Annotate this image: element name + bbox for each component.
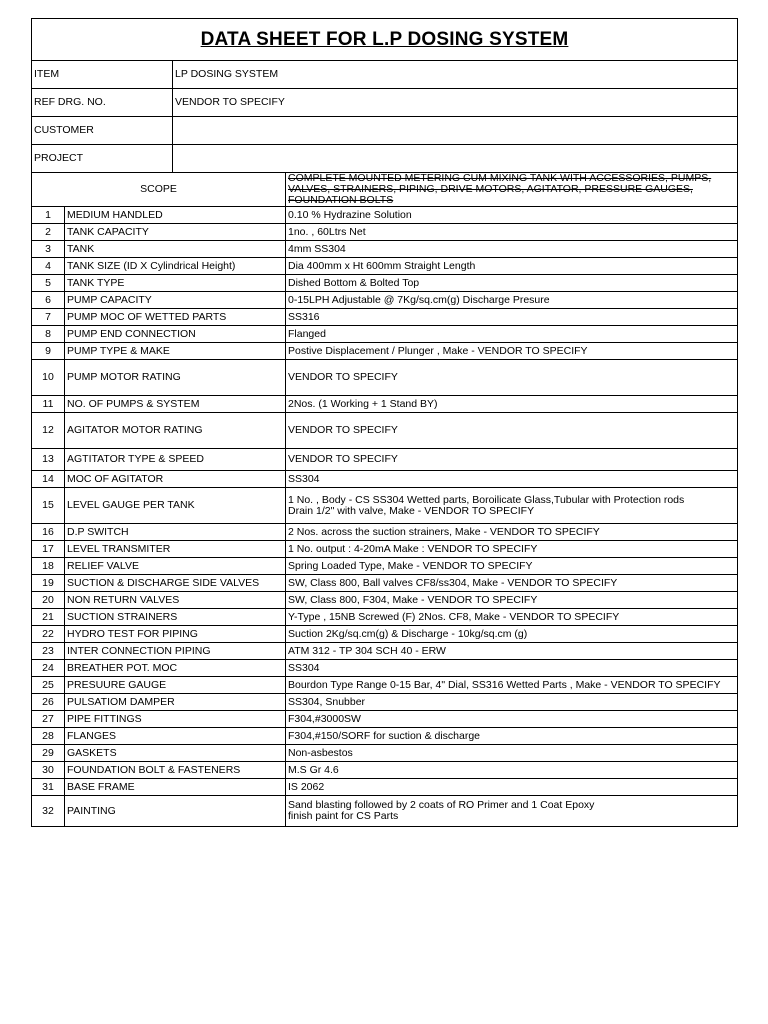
- table-row: [32, 488, 738, 524]
- row-parameter: TANK: [65, 241, 286, 258]
- row-parameter: NON RETURN VALVES: [65, 592, 286, 609]
- row-parameter: INTER CONNECTION PIPING: [65, 643, 286, 660]
- row-value: ATM 312 - TP 304 SCH 40 - ERW: [286, 643, 738, 660]
- table-row: [32, 677, 738, 694]
- row-number: 21: [32, 609, 65, 626]
- row-parameter: PULSATIOM DAMPER: [65, 694, 286, 711]
- row-value: Spring Loaded Type, Make - VENDOR TO SPECIFY: [286, 558, 738, 575]
- table-row: [32, 796, 738, 827]
- table-row: [32, 728, 738, 745]
- row-parameter: FOUNDATION BOLT & FASTENERS: [65, 762, 286, 779]
- row-value: M.S Gr 4.6: [286, 762, 738, 779]
- row-parameter: LEVEL GAUGE PER TANK: [65, 488, 286, 524]
- row-parameter: PIPE FITTINGS: [65, 711, 286, 728]
- row-number: 24: [32, 660, 65, 677]
- row-number: 19: [32, 575, 65, 592]
- row-parameter: TANK SIZE (ID X Cylindrical Height): [65, 258, 286, 275]
- row-number: 4: [32, 258, 65, 275]
- row-number: 20: [32, 592, 65, 609]
- row-value: 0-15LPH Adjustable @ 7Kg/sq.cm(g) Discharge Presure: [286, 292, 738, 309]
- table-row: [32, 524, 738, 541]
- row-parameter: TANK CAPACITY: [65, 224, 286, 241]
- row-value: VENDOR TO SPECIFY: [286, 360, 738, 396]
- table-row: [32, 660, 738, 677]
- row-number: 3: [32, 241, 65, 258]
- table-row: [32, 241, 738, 258]
- header-row: [32, 61, 738, 89]
- row-number: 5: [32, 275, 65, 292]
- row-value: VENDOR TO SPECIFY: [286, 413, 738, 449]
- table-row: [32, 413, 738, 449]
- row-value: IS 2062: [286, 779, 738, 796]
- table-row: [32, 275, 738, 292]
- row-parameter: HYDRO TEST FOR PIPING: [65, 626, 286, 643]
- table-row: [32, 694, 738, 711]
- row-number: 30: [32, 762, 65, 779]
- table-row: [32, 745, 738, 762]
- header-label: REF DRG. NO.: [32, 89, 173, 117]
- table-row: [32, 292, 738, 309]
- row-value: Postive Displacement / Plunger , Make - VENDOR TO SPECIFY: [286, 343, 738, 360]
- row-value: F304,#150/SORF for suction & discharge: [286, 728, 738, 745]
- row-value: 1 No. output : 4-20mA Make : VENDOR TO SPECIFY: [286, 541, 738, 558]
- row-parameter: TANK TYPE: [65, 275, 286, 292]
- scope-row: [32, 173, 738, 207]
- header-value: LP DOSING SYSTEM: [173, 61, 738, 89]
- row-parameter: PRESUURE GAUGE: [65, 677, 286, 694]
- row-number: 11: [32, 396, 65, 413]
- header-value: [173, 117, 738, 145]
- table-row: [32, 224, 738, 241]
- table-row: [32, 396, 738, 413]
- row-parameter: D.P SWITCH: [65, 524, 286, 541]
- scope-label: SCOPE: [32, 173, 286, 207]
- table-row: [32, 343, 738, 360]
- header-row: [32, 117, 738, 145]
- table-row: [32, 471, 738, 488]
- row-parameter: BASE FRAME: [65, 779, 286, 796]
- row-number: 8: [32, 326, 65, 343]
- table-row: [32, 541, 738, 558]
- table-row: [32, 449, 738, 471]
- table-row: [32, 207, 738, 224]
- sheet-title: DATA SHEET FOR L.P DOSING SYSTEM: [32, 19, 738, 61]
- row-number: 7: [32, 309, 65, 326]
- row-value: Dia 400mm x Ht 600mm Straight Length: [286, 258, 738, 275]
- row-value: SS304, Snubber: [286, 694, 738, 711]
- row-parameter: MOC OF AGITATOR: [65, 471, 286, 488]
- table-row: [32, 575, 738, 592]
- row-number: 27: [32, 711, 65, 728]
- row-parameter: MEDIUM HANDLED: [65, 207, 286, 224]
- table-row: [32, 592, 738, 609]
- row-value: Dished Bottom & Bolted Top: [286, 275, 738, 292]
- row-parameter: LEVEL TRANSMITER: [65, 541, 286, 558]
- row-number: 29: [32, 745, 65, 762]
- row-parameter: GASKETS: [65, 745, 286, 762]
- row-value: 1 No. , Body - CS SS304 Wetted parts, Boroilicate Glass,Tubular with Protection rods Drain 1/2" with valve, Make - VENDOR TO SPECIFY: [286, 488, 738, 524]
- table-row: [32, 258, 738, 275]
- header-label: PROJECT: [32, 145, 173, 173]
- row-parameter: PUMP MOC OF WETTED PARTS: [65, 309, 286, 326]
- row-number: 28: [32, 728, 65, 745]
- row-number: 14: [32, 471, 65, 488]
- row-value: 2 Nos. across the suction strainers, Make - VENDOR TO SPECIFY: [286, 524, 738, 541]
- row-value: SW, Class 800, Ball valves CF8/ss304, Make - VENDOR TO SPECIFY: [286, 575, 738, 592]
- row-parameter: PUMP CAPACITY: [65, 292, 286, 309]
- row-number: 26: [32, 694, 65, 711]
- row-value: Y-Type , 15NB Screwed (F) 2Nos. CF8, Make - VENDOR TO SPECIFY: [286, 609, 738, 626]
- row-value: 4mm SS304: [286, 241, 738, 258]
- header-value: VENDOR TO SPECIFY: [173, 89, 738, 117]
- row-value: 1no. , 60Ltrs Net: [286, 224, 738, 241]
- table-row: [32, 643, 738, 660]
- row-value: SW, Class 800, F304, Make - VENDOR TO SPECIFY: [286, 592, 738, 609]
- row-number: 25: [32, 677, 65, 694]
- row-parameter: AGITATOR MOTOR RATING: [65, 413, 286, 449]
- table-row: [32, 609, 738, 626]
- row-value: SS316: [286, 309, 738, 326]
- row-number: 22: [32, 626, 65, 643]
- row-number: 23: [32, 643, 65, 660]
- header-value: [173, 145, 738, 173]
- row-parameter: PAINTING: [65, 796, 286, 827]
- row-number: 10: [32, 360, 65, 396]
- row-parameter: RELIEF VALVE: [65, 558, 286, 575]
- row-value: Non-asbestos: [286, 745, 738, 762]
- row-number: 6: [32, 292, 65, 309]
- row-number: 16: [32, 524, 65, 541]
- table-row: [32, 558, 738, 575]
- row-number: 13: [32, 449, 65, 471]
- header-row: [32, 89, 738, 117]
- data-sheet-table: [31, 18, 738, 827]
- data-sheet: [31, 18, 737, 827]
- row-value: 2Nos. (1 Working + 1 Stand BY): [286, 396, 738, 413]
- row-parameter: PUMP END CONNECTION: [65, 326, 286, 343]
- row-value: F304,#3000SW: [286, 711, 738, 728]
- table-row: [32, 762, 738, 779]
- row-value: VENDOR TO SPECIFY: [286, 449, 738, 471]
- table-row: [32, 711, 738, 728]
- row-parameter: BREATHER POT. MOC: [65, 660, 286, 677]
- row-value: Suction 2Kg/sq.cm(g) & Discharge - 10kg/sq.cm (g): [286, 626, 738, 643]
- row-value: Sand blasting followed by 2 coats of RO Primer and 1 Coat Epoxy finish paint for CS Parts: [286, 796, 738, 827]
- row-parameter: FLANGES: [65, 728, 286, 745]
- table-row: [32, 626, 738, 643]
- row-parameter: NO. OF PUMPS & SYSTEM: [65, 396, 286, 413]
- row-parameter: PUMP MOTOR RATING: [65, 360, 286, 396]
- row-number: 17: [32, 541, 65, 558]
- row-number: 12: [32, 413, 65, 449]
- row-number: 32: [32, 796, 65, 827]
- row-value: SS304: [286, 471, 738, 488]
- table-row: [32, 326, 738, 343]
- table-row: [32, 309, 738, 326]
- header-label: CUSTOMER: [32, 117, 173, 145]
- header-row: [32, 145, 738, 173]
- row-value: SS304: [286, 660, 738, 677]
- row-number: 9: [32, 343, 65, 360]
- row-parameter: SUCTION STRAINERS: [65, 609, 286, 626]
- row-parameter: AGTITATOR TYPE & SPEED: [65, 449, 286, 471]
- row-value: Flanged: [286, 326, 738, 343]
- row-number: 18: [32, 558, 65, 575]
- row-number: 1: [32, 207, 65, 224]
- table-row: [32, 779, 738, 796]
- row-number: 31: [32, 779, 65, 796]
- row-number: 2: [32, 224, 65, 241]
- header-label: ITEM: [32, 61, 173, 89]
- table-row: [32, 360, 738, 396]
- scope-text: COMPLETE MOUNTED METERING CUM MIXING TANK WITH ACCESSORIES, PUMPS, VALVES, STRAINERS, PIPING, DRIVE MOTORS, AGITATOR, PRESSURE GAUGES, FOUNDATION BOLTS: [286, 173, 738, 207]
- row-value: Bourdon Type Range 0-15 Bar, 4" Dial, SS316 Wetted Parts , Make - VENDOR TO SPECIFY: [286, 677, 738, 694]
- row-value: 0.10 % Hydrazine Solution: [286, 207, 738, 224]
- row-parameter: PUMP TYPE & MAKE: [65, 343, 286, 360]
- row-number: 15: [32, 488, 65, 524]
- row-parameter: SUCTION & DISCHARGE SIDE VALVES: [65, 575, 286, 592]
